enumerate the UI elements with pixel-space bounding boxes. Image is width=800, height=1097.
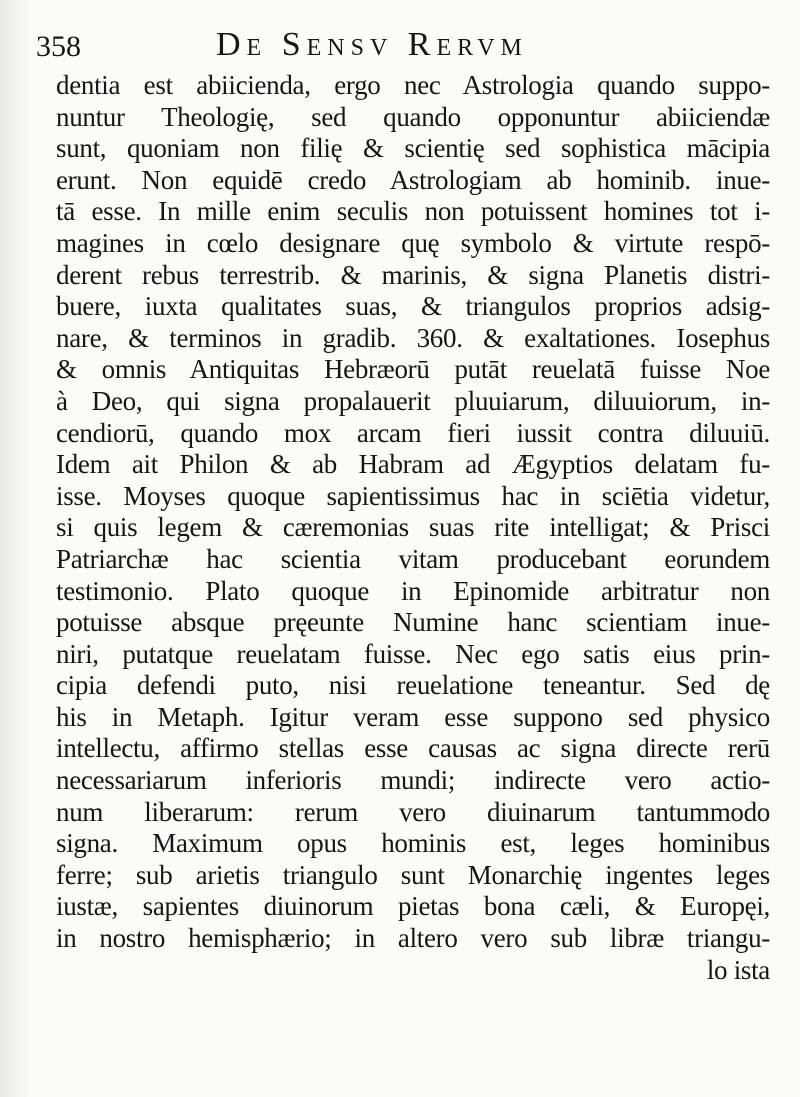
body-text [56,70,770,986]
text-line: signa. Maximum opus hominis est, leges hominibus [56,828,770,859]
gutter-shadow [0,0,30,1097]
text-line: num liberarum: rerum vero diuinarum tantummodo [56,796,770,827]
text-line: niri, putatque reuelatam fuisse. Nec ego satis eius prin- [56,638,770,669]
text-line: magines in cœlo designare quę symbolo & virtute respō- [56,227,770,258]
text-line: à Deo, qui signa propalauerit pluuiarum, diluuiorum, in- [56,385,770,416]
text-line: necessariarum inferioris mundi; indirecte vero actio- [56,765,770,796]
text-line: intellectu, affirmo stellas esse causas ac signa directe rerū [56,733,770,764]
text-line: & omnis Antiquitas Hebræorū putāt reuelatā fuisse Noe [56,354,770,385]
running-title: De Sensv Rervm [216,26,528,63]
text-line: testimonio. Plato quoque in Epinomide arbitratur non [56,575,770,606]
text-line: cipia defendi puto, nisi reuelatione teneantur. Sed dę [56,670,770,701]
text-line: dentia est abiicienda, ergo nec Astrologia quando suppo- [56,70,770,100]
text-line: Idem ait Philon & ab Habram ad Ægyptios delatam fu- [56,449,770,480]
text-line-last: lo ista [706,954,770,985]
page-number: 358 [36,30,81,63]
text-line: nuntur Theologię, sed quando opponuntur abiiciendæ [56,101,770,132]
text-line: sunt, quoniam non filię & scientię sed sophistica mācipia [56,133,770,164]
text-line: erunt. Non equidē credo Astrologiam ab hominib. inue- [56,164,770,195]
text-line: buere, iuxta qualitates suas, & triangulos proprios adsig- [56,291,770,322]
running-head [36,22,776,70]
text-line: derent rebus terrestrib. & marinis, & signa Planetis distri- [56,259,770,290]
text-line: his in Metaph. Igitur veram esse suppono sed physico [56,701,770,732]
text-line: in nostro hemisphærio; in altero vero sub libræ triangu- [56,923,770,954]
text-line: ferre; sub arietis triangulo sunt Monarchię ingentes leges [56,859,770,890]
text-line: si quis legem & cæremonias suas rite intelligat; & Prisci [56,512,770,543]
text-line: tā esse. In mille enim seculis non potuissent homines tot i- [56,196,770,227]
text-line: Patriarchæ hac scientia vitam producebant eorundem [56,543,770,574]
text-line: cendiorū, quando mox arcam fieri iussit contra diluuiū. [56,417,770,448]
text-line: potuisse absque pręeunte Numine hanc scientiam inue- [56,607,770,638]
text-line: isse. Moyses quoque sapientissimus hac in sciētia videtur, [56,480,770,511]
text-line: nare, & terminos in gradib. 360. & exaltationes. Iosephus [56,322,770,353]
text-line: iustæ, sapientes diuinorum pietas bona cæli, & Europęi, [56,891,770,922]
